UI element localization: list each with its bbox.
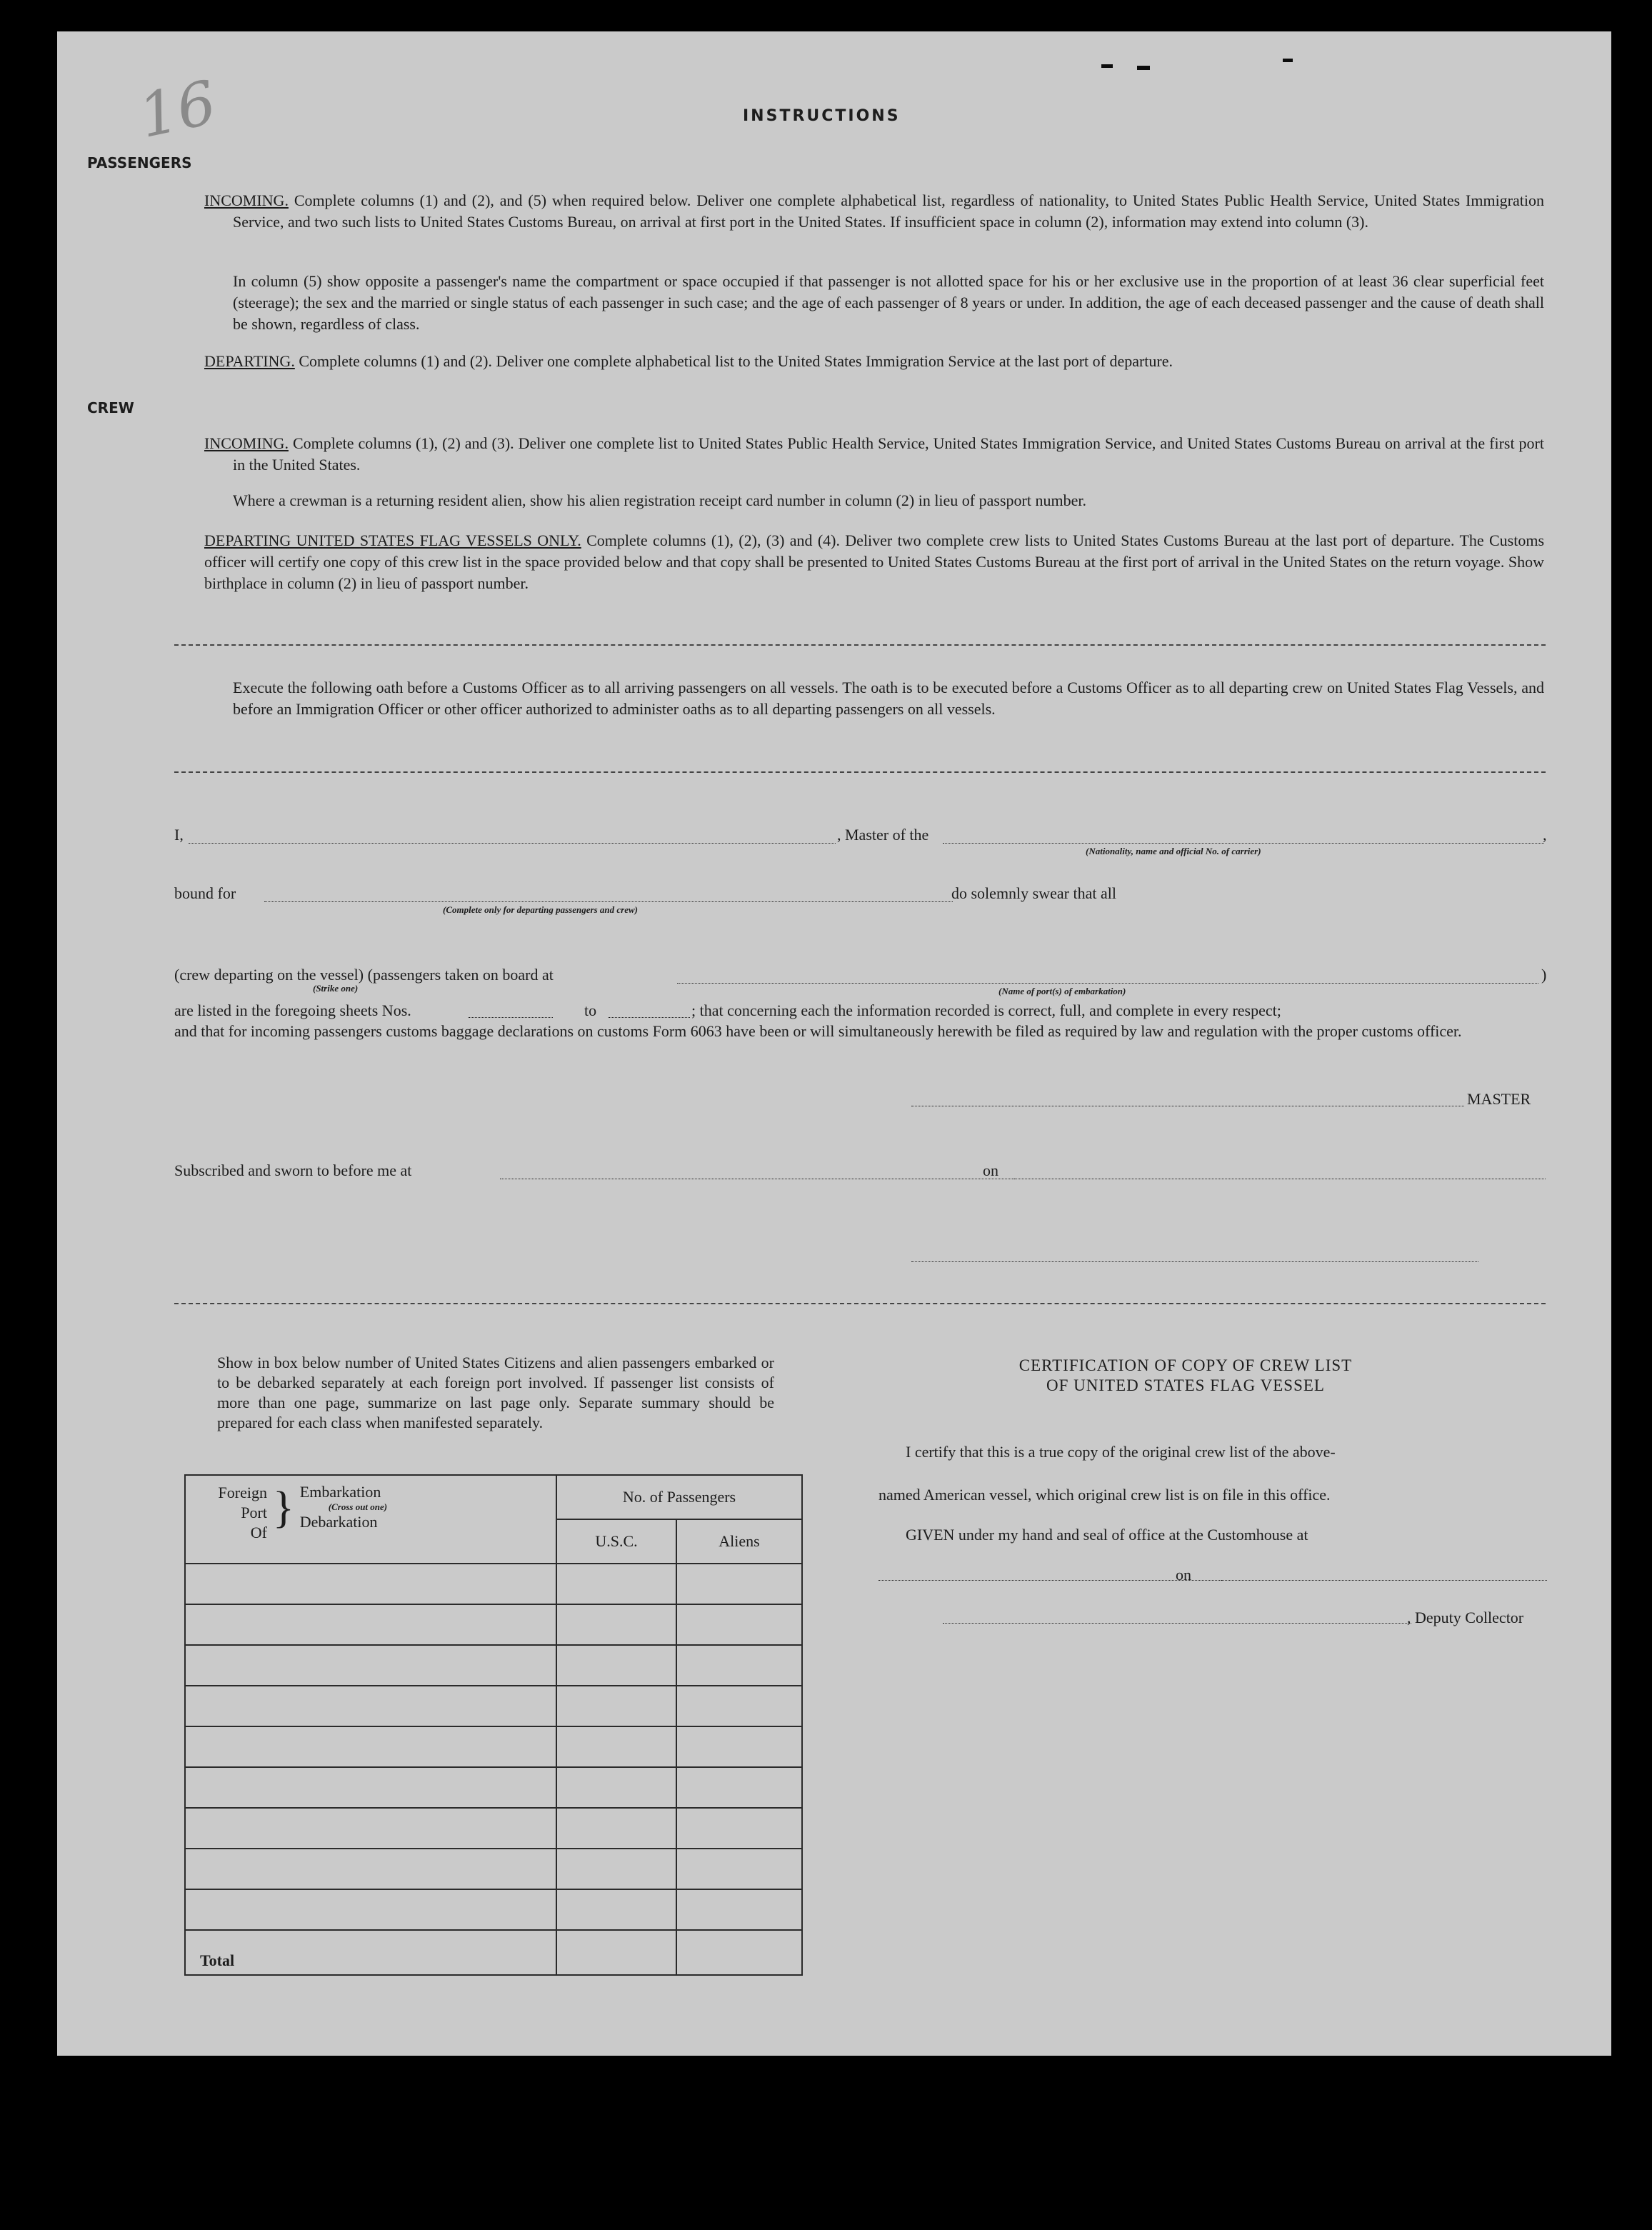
subscribed-label: Subscribed and sworn to before me at [174,1161,412,1179]
master-of-label: , Master of the [837,826,929,844]
aliens-cell[interactable] [676,1808,802,1849]
passengers-heading: PASSENGERS [87,154,192,171]
certification-line1: I certify that this is a true copy of the original crew list of the above- [906,1443,1336,1461]
passengers-departing [204,351,1544,372]
port-cell[interactable] [185,1767,556,1808]
passengers-departing-text: Complete columns (1) and (2). Deliver one complete alphabetical list to the United States Immigration Service at the last port of departure. [299,352,1173,370]
aliens-header: Aliens [676,1519,802,1564]
deputy-signature-field[interactable] [943,1623,1411,1624]
page-number-mark: 16 [132,66,222,152]
foreign-label: Foreign [218,1484,267,1501]
aliens-cell[interactable] [676,1604,802,1645]
customhouse-field[interactable] [878,1580,1226,1581]
scan-mark [1137,66,1150,70]
embarkation-label: Embarkation [299,1483,381,1501]
debarkation-label: Debarkation [299,1513,378,1531]
close-paren: ) [1541,966,1547,984]
port-cell[interactable] [185,1889,556,1930]
crew-incoming-text: Complete columns (1), (2) and (3). Deliver one complete list to United States Public Health Service, United States Immigration Service, and United States Customs Bureau on arrival at the first port in the United States. [233,434,1544,474]
total-row [185,1930,802,1975]
port-cell[interactable] [185,1808,556,1849]
passengers-incoming-label: INCOMING. [204,191,289,209]
aliens-cell[interactable] [676,1849,802,1889]
port-cell[interactable] [185,1849,556,1889]
divider [174,1303,1546,1304]
usc-cell[interactable] [556,1808,676,1849]
brace: } [273,1484,294,1532]
crew-heading: CREW [87,399,134,416]
crew-departing-text: Complete columns (1), (2), (3) and (4). Deliver two complete crew lists to United States Customs Bureau at the last port of departure. The Customs officer will certify one copy of this crew list in the space provided below and that copy shall be presented to United States Customs Bureau at the first port of arrival in the United States on the return voyage. Show birthplace in column (2) in lieu of passport number. [204,531,1545,592]
port-label: Port [241,1504,267,1521]
certification-on-label: on [1176,1566,1191,1584]
deputy-collector-label: , Deputy Collector [1407,1609,1524,1626]
divider [174,771,1546,773]
crew-incoming [204,433,1544,476]
table-row [185,1726,802,1767]
bound-for-field[interactable] [264,901,953,902]
certification-line3: GIVEN under my hand and seal of office at the Customhouse at [906,1526,1308,1544]
table-row [185,1604,802,1645]
table-row [185,1645,802,1686]
usc-cell[interactable] [556,1767,676,1808]
strike-caption: (Strike one) [313,983,359,994]
table-row [185,1889,802,1930]
carrier-field[interactable] [943,843,1544,844]
sheet-to-field[interactable] [609,1017,690,1018]
port-cell[interactable] [185,1686,556,1726]
no-of-passengers-header: No. of Passengers [556,1475,802,1519]
scan-mark [1283,59,1293,62]
port-cell[interactable] [185,1645,556,1686]
passengers-incoming [204,190,1544,233]
certification-line2: named American vessel, which original crew list is on file in this office. [878,1486,1331,1504]
usc-cell[interactable] [556,1604,676,1645]
table-row [185,1686,802,1726]
certification-title-line1: CERTIFICATION OF COPY OF CREW LIST [1018,1356,1353,1374]
officer-signature-field[interactable] [911,1261,1478,1262]
usc-cell[interactable] [556,1645,676,1686]
aliens-cell[interactable] [676,1726,802,1767]
of-label: Of [250,1524,267,1541]
master-name-field[interactable] [189,843,836,844]
bound-caption: (Complete only for departing passengers and crew) [443,904,638,915]
instructions-title: INSTRUCTIONS [743,107,901,125]
divider [174,644,1546,646]
form-sheet [57,31,1611,2056]
summary-instruction: Show in box below number of United States Citizens and alien passengers embarked or to be debarked separately at each foreign port involved. If passenger list consists of more than one page, summarize on last page only. Separate summary should be prepared for each class when manifested separately. [217,1354,774,1431]
port-cell[interactable] [185,1726,556,1767]
sheets-rest: ; that concerning each the information recorded is correct, full, and complete in every respect; [691,1001,1281,1019]
certification-title [893,1356,1478,1396]
usc-cell[interactable] [556,1726,676,1767]
table-row [185,1767,802,1808]
oath-i-label: I, [174,826,184,844]
table-row [185,1808,802,1849]
comma: , [1543,826,1547,844]
scan-mark [1101,64,1113,68]
cross-out-caption: (Cross out one) [328,1501,388,1512]
crew-departing-label: DEPARTING UNITED STATES FLAG VESSELS ONLY. [204,531,581,549]
subscribed-on-label: on [983,1161,998,1179]
table-row [185,1564,802,1604]
usc-cell[interactable] [556,1564,676,1604]
port-header-cell [185,1475,556,1564]
embarkation-port-field[interactable] [677,983,1538,984]
usc-cell[interactable] [556,1889,676,1930]
table-row [185,1849,802,1889]
passenger-summary-table [184,1474,803,1976]
crew-departing [204,530,1544,594]
oath-instruction: Execute the following oath before a Customs Officer as to all arriving passengers on all vessels. The oath is to be executed before a Customs Officer as to all departing crew on United States Flag Vessels, and before an Immigration Officer or other officer authorized to administer oaths as to all departing passengers on all vessels. [233,679,1544,718]
aliens-cell[interactable] [676,1889,802,1930]
sheets-label: are listed in the foregoing sheets Nos. [174,1001,411,1019]
sheet-from-field[interactable] [469,1017,553,1018]
baggage-text: and that for incoming passengers customs baggage declarations on customs Form 6063 have been or will simultaneously herewith be filed as required by law and regulation with the proper customs officer. [174,1022,1462,1040]
aliens-total-cell[interactable] [676,1930,802,1975]
usc-cell[interactable] [556,1686,676,1726]
to-label: to [584,1001,597,1019]
passengers-departing-label: DEPARTING. [204,352,295,370]
certification-title-line2: OF UNITED STATES FLAG VESSEL [1046,1376,1325,1394]
port-cell[interactable] [185,1604,556,1645]
carrier-caption: (Nationality, name and official No. of carrier) [1086,846,1261,856]
master-label: MASTER [1467,1090,1531,1108]
usc-header: U.S.C. [556,1519,676,1564]
swear-label: do solemnly swear that all [951,884,1116,902]
aliens-cell[interactable] [676,1767,802,1808]
usc-cell[interactable] [556,1849,676,1889]
aliens-cell[interactable] [676,1645,802,1686]
usc-total-cell[interactable] [556,1930,676,1975]
port-caption: (Name of port(s) of embarkation) [998,986,1126,996]
passengers-incoming-text: Complete columns (1) and (2), and (5) when required below. Deliver one complete alphabetical list, regardless of nationality, to United States Public Health Service, United States Immigration Service, and two such lists to United States Customs Bureau, on arrival at first port in the United States. If insufficient space in column (2), information may extend into column (3). [233,191,1544,231]
certification-date-field[interactable] [1221,1580,1547,1581]
bound-for-label: bound for [174,884,236,902]
passengers-column5: In column (5) show opposite a passenger's name the compartment or space occupied if that passenger is not allotted space for his or her exclusive use in the proportion of at least 36 clear superficial feet (steerage); the sex and the married or single status of each passenger in such case; and the age of each passenger of 8 years or under. In addition, the age of each deceased passenger and the cause of death shall be shown, regardless of class. [233,272,1544,333]
crew-resident: Where a crewman is a returning resident alien, show his alien registration receipt card number in column (2) in lieu of passport number. [233,491,1086,509]
crew-incoming-label: INCOMING. [204,434,289,452]
crew-passengers-label: (crew departing on the vessel) (passengers taken on board at [174,966,554,984]
aliens-cell[interactable] [676,1564,802,1604]
aliens-cell[interactable] [676,1686,802,1726]
total-label: Total [185,1930,556,1975]
port-cell[interactable] [185,1564,556,1604]
